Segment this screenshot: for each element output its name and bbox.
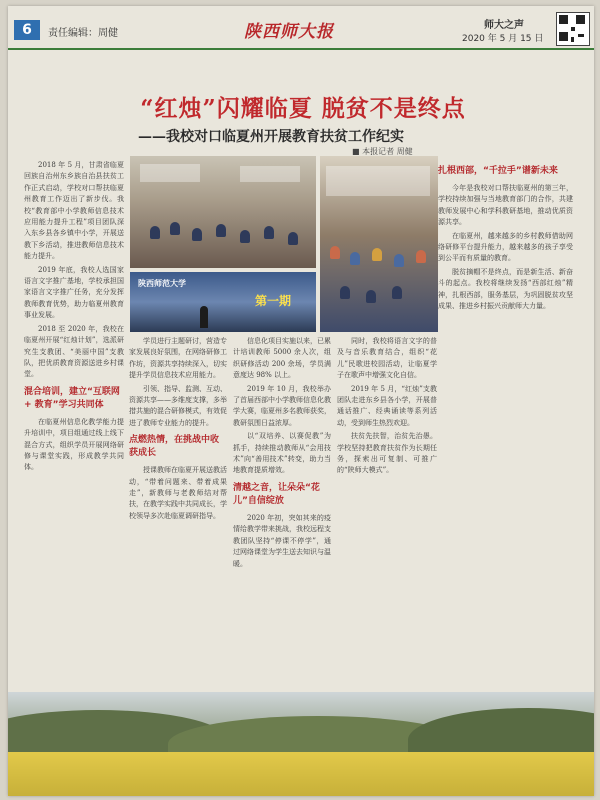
paragraph: 同时，我校将语言文字的普及与音乐教育结合，组织“花儿”民歌进校园活动，让临夏学子在歌声中增强文化自信。	[337, 337, 437, 380]
meeting-banner-title: 第一期	[254, 294, 291, 308]
newspaper-page	[8, 6, 594, 796]
classroom-photo	[130, 156, 316, 268]
section-heading: 混合培训，建立“互联网 + 教育”学习共同体	[24, 386, 120, 410]
section-heading: 扎根西部，“千拉手”谱新未来	[438, 166, 558, 176]
paragraph: 今年是我校对口帮扶临夏州的第三年，学校持续加强与当地教育部门的合作，共建教师发展中心和学科教研基地，推动优质资源共享。	[438, 184, 573, 227]
article-column-4	[337, 336, 437, 690]
rapeseed-landscape-photo	[8, 692, 594, 796]
paragraph: 2019 年 5 月，“红烛”支教团队走进东乡县各小学，开展普通话推广、经典诵读等系列活动，受到师生热烈欢迎。	[337, 384, 437, 427]
newspaper-logo: 陕西师大报	[244, 22, 334, 42]
paragraph: 以“双培养、以赛促教”为抓手，持续推动教师从“会用技术”向“善用技术”转变，助力当地教育提质增效。	[233, 432, 331, 475]
article-column-3	[233, 336, 331, 690]
article-subhead: ——我校对口临夏州开展教育扶贫工作纪实	[138, 129, 404, 145]
paragraph: 2018 至 2020 年，我校在临夏州开展“红烛计划”，选派研究生支教团、“美丽中国”支教队，把优质教育资源送进乡村课堂。	[24, 324, 124, 379]
paragraph: 2018 年 5 月，甘肃省临夏回族自治州东乡族自治县扶贫工作正式启动，学校对口帮扶临夏州教育工作迈出了新步伐。我校“教育部中小学教师信息技术应用能力提升工程”项目团队深入东乡县各乡镇中小学，开展送教下乡活动，推进教师信息技术能力提升。	[24, 161, 124, 261]
page-number-badge: 6	[14, 20, 40, 40]
article-column-2	[129, 336, 227, 690]
paragraph: 扶贫先扶智，治贫先治愚。学校坚持把教育扶贫作为长期任务，探索出可复制、可推广的“陕师大模式”。	[337, 432, 437, 475]
students-photo	[320, 156, 438, 332]
qr-code-icon	[556, 12, 590, 46]
paragraph: 在临夏州信息化教学能力提升培训中，项目组通过线上线下混合方式，组织学员开展网络研修与课堂实践，形成教学共同体。	[24, 417, 124, 472]
masthead	[8, 6, 594, 50]
article-column-5	[438, 160, 573, 690]
paragraph: 授课教师在临夏开展送教活动，“带着问题来、带着成果走”，新教师与老教师结对帮扶，在教学实践中共同成长，学校领导多次赴临夏调研指导。	[129, 466, 227, 520]
article-byline: ■ 本报记者 周健	[352, 147, 413, 156]
paragraph: 2019 年 10 月，我校举办了首届西部中小学教师信息化教学大赛，临夏州多名教师获奖，教研氛围日益浓厚。	[233, 384, 331, 427]
column-name: 师大之声	[484, 20, 524, 31]
section-heading: 清越之音，让朵朵“花儿”自信绽放	[233, 482, 320, 506]
paragraph: 学员进行主题研讨，营造专家发展良好氛围，在网络研修工作坊，资源共享持续深入，切实提升学员信息技术应用能力。	[129, 337, 227, 380]
meeting-banner-caption: 陕西师范大学	[138, 279, 186, 288]
paragraph: 2019 年底，我校人选国家语言文字推广基地，学校承担国家语言文字推广任务，充分发挥教师教育优势，助力临夏州教育事业发展。	[24, 265, 124, 320]
article-headline: “红烛”闪耀临夏 脱贫不是终点	[140, 95, 466, 122]
paragraph: 在临夏州，越来越多的乡村教师借助网络研修平台提升能力，越来越多的孩子享受到公平而有质量的教育。	[438, 231, 573, 263]
paragraph: 信息化项目实施以来，已累计培训教师 5000 余人次，组织研修活动 200 余场，学员满意度达 98% 以上。	[233, 337, 331, 380]
paragraph: 2020 年初，突如其来的疫情给教学带来挑战，我校远程支教团队坚持“停课不停学”，通过网络课堂为学生送去知识与温暖。	[233, 513, 331, 568]
editor-credit: 责任编辑：周健	[48, 28, 118, 39]
issue-date: 2020 年 5 月 15 日	[462, 34, 544, 44]
section-heading: 点燃热情，在挑战中收获成长	[129, 435, 220, 459]
article-column-1	[24, 160, 124, 690]
paragraph: 脱贫摘帽不是终点，而是新生活、新奋斗的起点。我校将继续发扬“西部红烛”精神，扎根西部，服务基层，为巩固脱贫攻坚成果、推进乡村振兴贡献师大力量。	[438, 267, 573, 311]
meeting-photo	[130, 272, 316, 332]
paragraph: 引领、指导、监测、互动、资源共享——多维度支撑，多举措共施的混合研修模式，有效促进了教师专业能力的提升。	[129, 384, 227, 427]
